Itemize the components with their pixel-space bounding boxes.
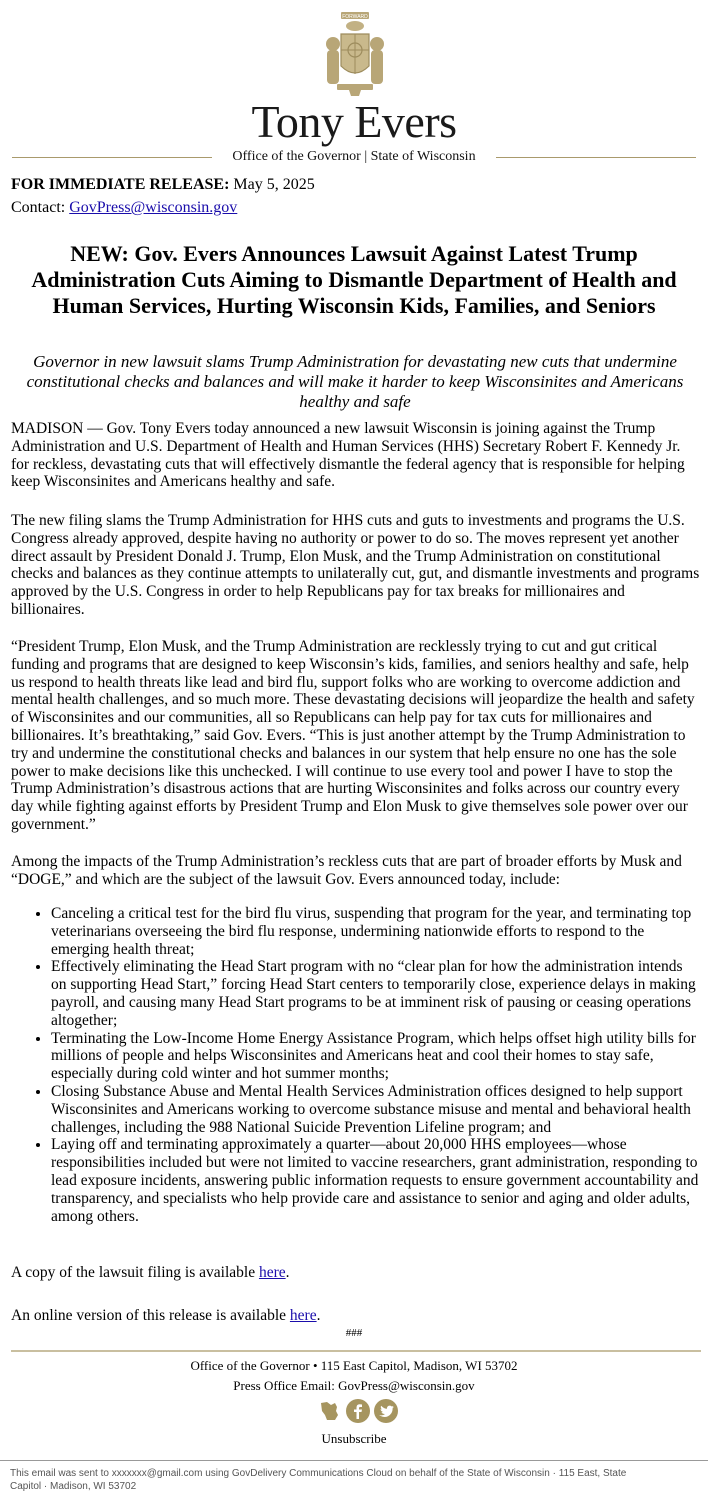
lawsuit-copy-link[interactable]: here <box>258 1264 286 1281</box>
paragraph-quote: “President Trump, Elon Musk, and the Trump Administration are recklessly trying to cut and gut critical funding and programs that are designed to keep Wisconsin’s kids, families, and seniors healthy and safe, help us respond to health threats like lead and bird flu, support folks who are working to overcome addiction and mental health challenges, and so much more. These devastating decisions will jeopardize the health and safety of Wisconsinites and our communities, all so Republicans can help pay for tax cuts for millionaires and billionaires. It’s breathtaking,” said Gov. Evers. “This is just another attempt by the Trump Administration to try and undermine the constitutional checks and balances in our system that help ensure no one has the sole power to make decisions like this unchecked. I will continue to use every tool and power I have to stop the Trump Administration’s disastrous actions that are hurting Wisconsinites and folks across our country every day while fighting against efforts by President Trump and Elon Musk to give themselves sole power over our government.” <box>11 638 695 833</box>
twitter-icon[interactable] <box>374 1399 398 1423</box>
contact-line <box>11 198 237 218</box>
footer-divider <box>11 1350 701 1352</box>
online-version-link[interactable]: here <box>289 1307 317 1324</box>
brand-subtitle: Office of the Governor | State of Wisconsin <box>0 148 708 166</box>
paragraph-intro: MADISON — Gov. Tony Evers today announced a new lawsuit Wisconsin is joining against the Trump Administration and U.S. Department of Health and Human Services (HHS) Secretary Robert F. Kennedy Jr. for reckless, devastating cuts that will effectively dismantle the federal agency that is responsible for helping keep Wisconsinites and Americans healthy and safe. <box>11 420 685 491</box>
list-item: • Laying off and terminating approximately a quarter—about 20,000 HHS employees—whose responsibilities included but were not limited to vaccine researchers, grant administration, responding to lead exposure incidents, answering public information requests to ensure government accountability and transparency, and specialists who help provide care and assistance to senior and aging and older adults, among others. <box>51 1136 701 1225</box>
list-item: • Closing Substance Abuse and Mental Health Services Administration offices designed to help support Wisconsinites and Americans working to overcome substance misuse and mental and behavioral health challenges, including the 988 National Suicide Prevention Lifeline program; and <box>51 1083 701 1136</box>
impacts-list <box>11 905 701 1225</box>
brand-name: Tony Evers <box>251 96 457 147</box>
online-version-line: An online version of this release is available here. <box>11 1307 321 1324</box>
svg-text:FORWARD: FORWARD <box>342 14 368 20</box>
wisconsin-icon[interactable] <box>318 1399 342 1423</box>
release-label: FOR IMMEDIATE RELEASE: <box>11 176 230 193</box>
paragraph-impacts-intro: Among the impacts of the Trump Administration’s reckless cuts that are part of broader efforts by Musk and “DOGE,” and which are the subject of the lawsuit Gov. Evers announced today, include: <box>11 853 682 888</box>
state-seal-icon <box>311 10 399 98</box>
release-line <box>11 175 315 195</box>
contact-label: Contact: <box>11 199 66 216</box>
list-item: • Canceling a critical test for the bird flu virus, suspending that program for the year, and terminating top veterinarians overseeing the bird flu response, undermining nationwide efforts to respond to the emerging health threat; <box>51 905 701 958</box>
footer-press-email: Press Office Email: GovPress@wisconsin.gov <box>233 1378 475 1393</box>
end-marker: ### <box>345 1327 363 1339</box>
contact-email-link[interactable]: GovPress@wisconsin.gov <box>69 199 238 216</box>
list-item: • Terminating the Low-Income Home Energy Assistance Program, which helps offset high utility bills for millions of people and helps Wisconsinites and Americans heat and cool their homes to stay safe, especially during cold winter and hot summer months; <box>51 1030 701 1083</box>
release-date: May 5, 2025 <box>233 176 315 193</box>
headline: NEW: Gov. Evers Announces Lawsuit Against Latest Trump Administration Cuts Aiming to Dismantle Department of Health and Human Services, Hurting Wisconsin Kids, Families, and Seniors <box>31 241 677 318</box>
facebook-icon[interactable] <box>346 1399 370 1423</box>
legal-divider <box>0 1460 708 1461</box>
unsubscribe-link[interactable]: Unsubscribe <box>321 1431 387 1446</box>
paragraph-filing: The new filing slams the Trump Administration for HHS cuts and guts to investments and programs the U.S. Congress already approved, despite having no authority or power to do so. The moves represent yet another direct assault by President Donald J. Trump, Elon Musk, and the Trump Administration on constitutional checks and balances as they continue attempts to unilaterally cut, gut, and dismantle investments and programs approved by the U.S. Congress in order to help Republicans pay for tax breaks for millionaires and billionaires. <box>11 512 700 618</box>
subheadline: Governor in new lawsuit slams Trump Administration for devastating new cuts that undermine constitutional checks and balances and will make it harder to keep Wisconsinites and Americans healthy and safe <box>26 352 684 411</box>
lawsuit-copy-line: A copy of the lawsuit filing is available here. <box>11 1264 290 1281</box>
legal-notice: This email was sent to xxxxxxx@gmail.com using GovDelivery Communications Cloud on behalf of the State of Wisconsin · 115 East, State Capitol · Madison, WI 53702 <box>10 1468 627 1492</box>
footer-address: Office of the Governor • 115 East Capitol, Madison, WI 53702 <box>190 1358 518 1373</box>
list-item: • Effectively eliminating the Head Start program with no “clear plan for how the administration intends on supporting Head Start,” forcing Head Start centers to temporarily close, experience delays in making payroll, and causing many Head Start programs to be at imminent risk of pausing or ceasing operations altogether; <box>51 958 701 1029</box>
